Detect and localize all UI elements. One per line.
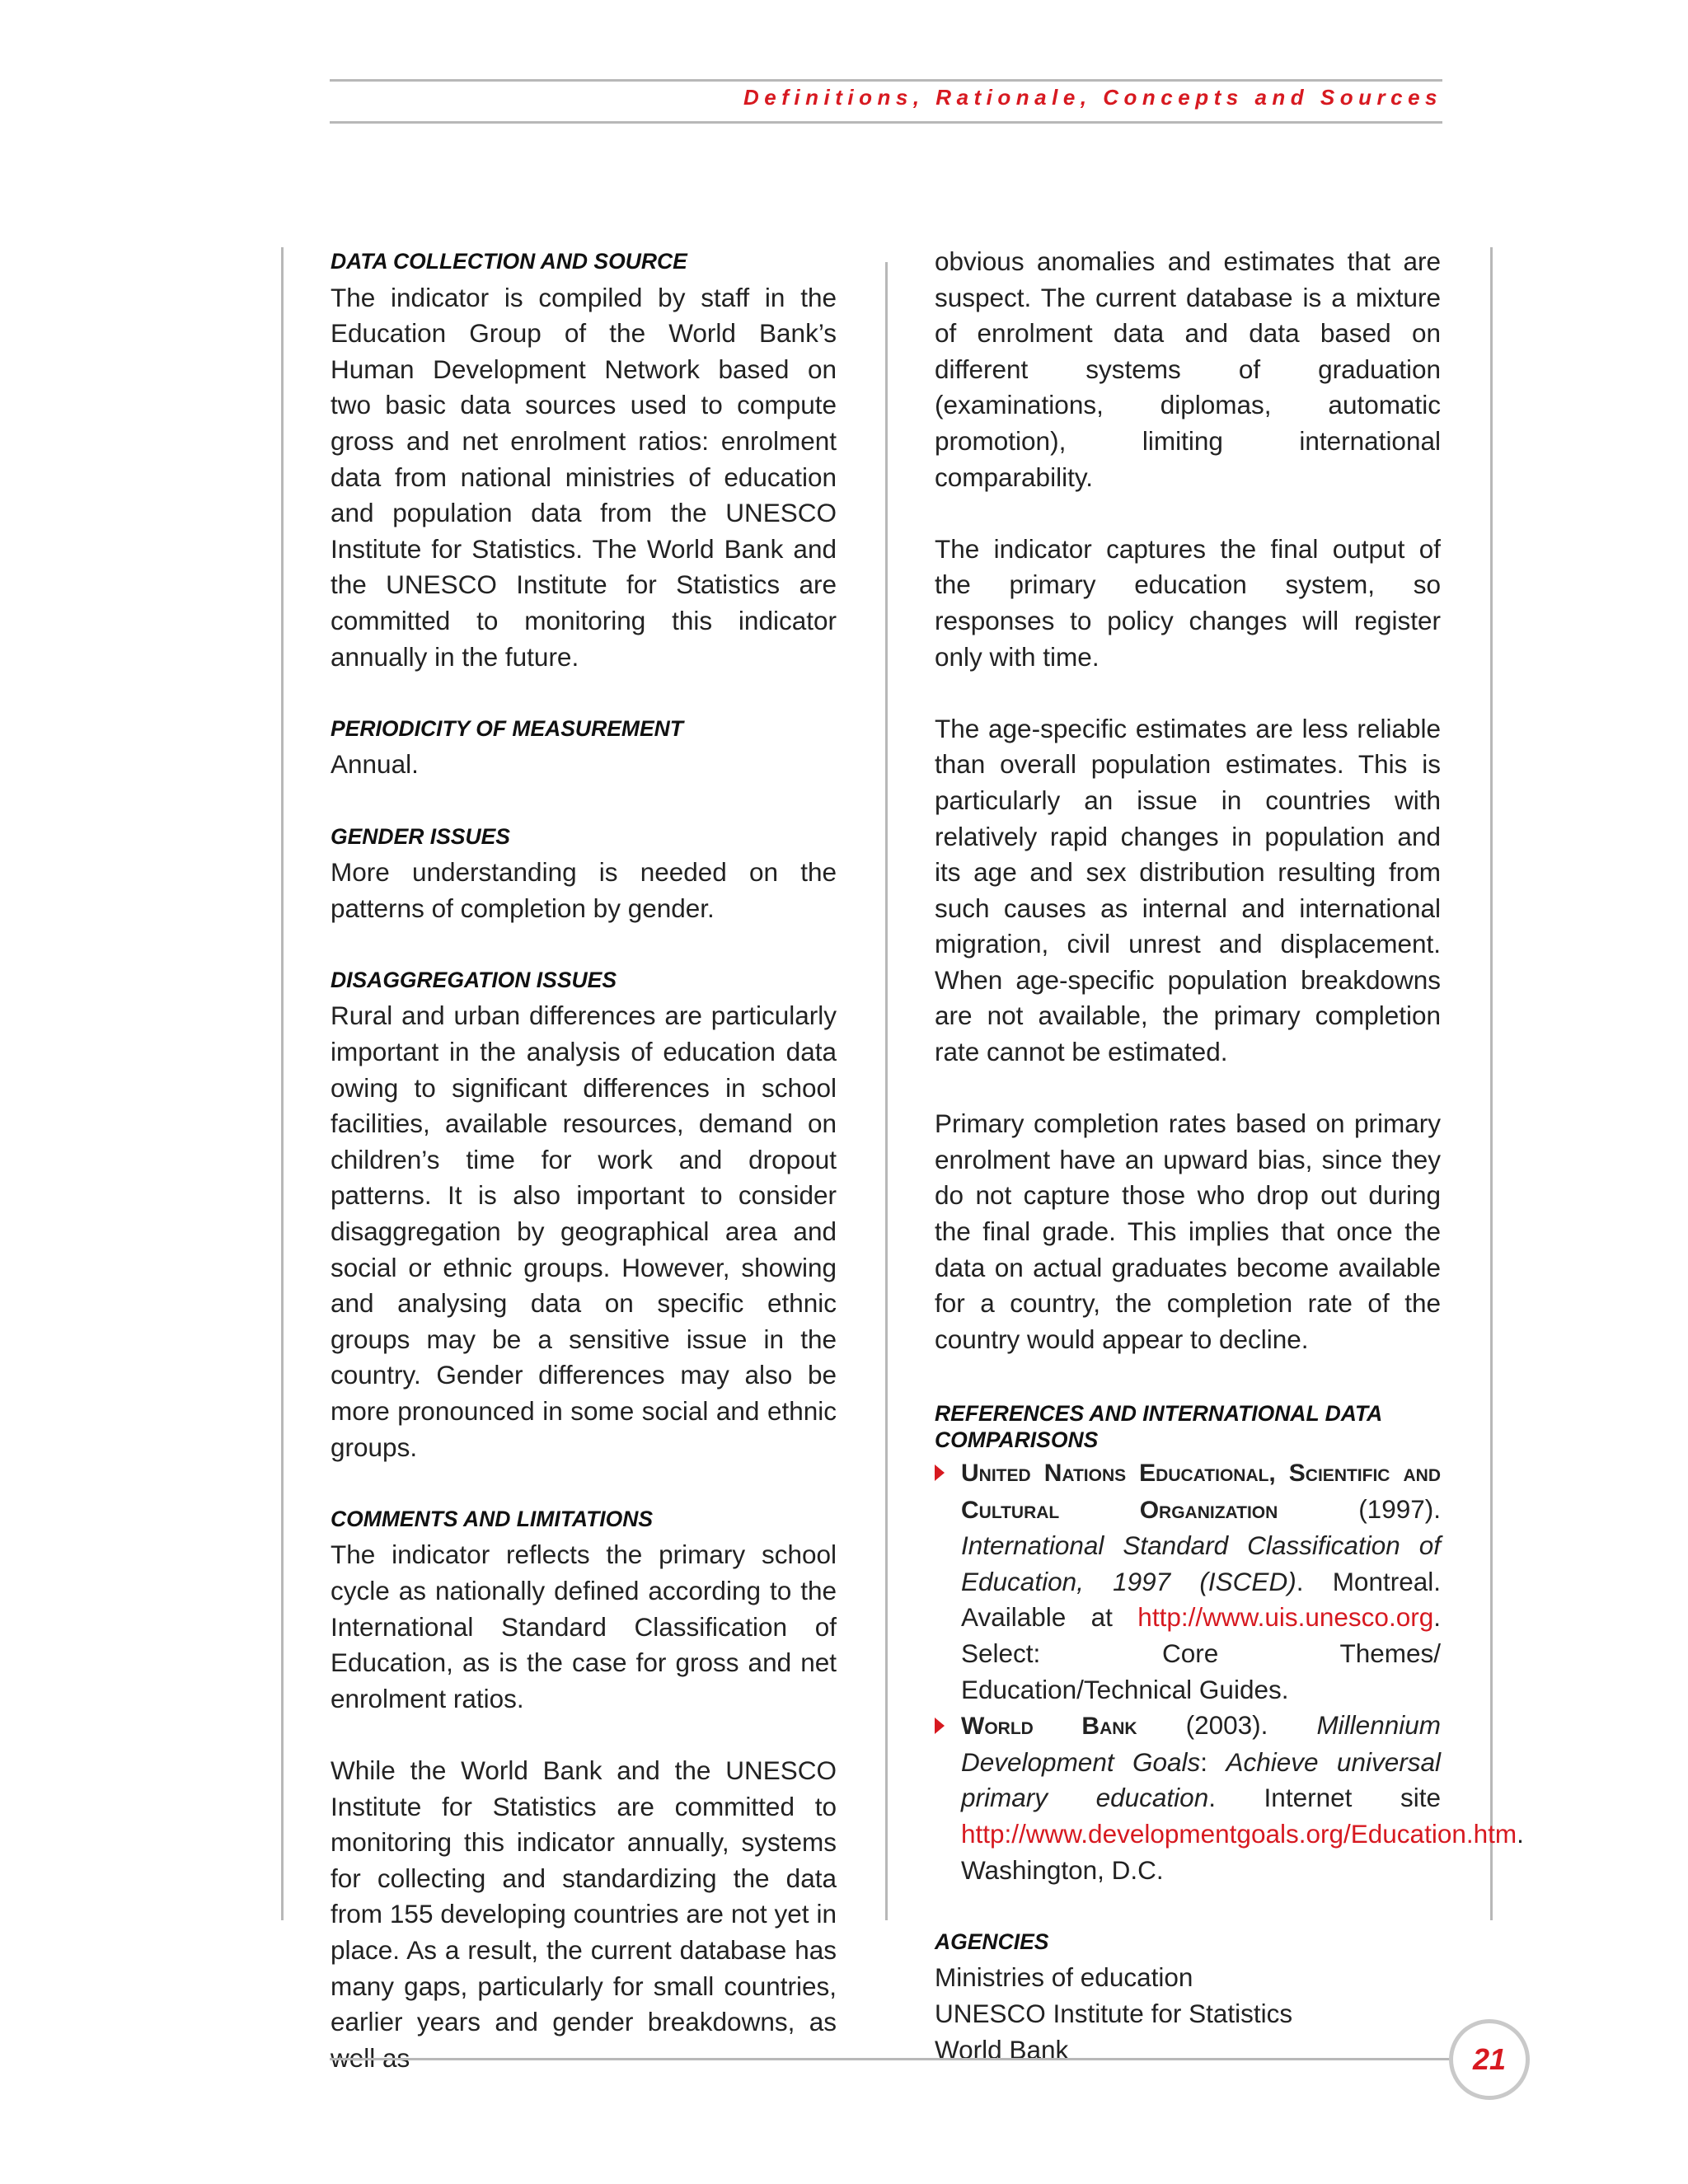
reference-title: Millennium Development Goals [961,1710,1441,1777]
heading-references: REFERENCES AND INTERNATIONAL DATA COMPARISONS [935,1401,1382,1452]
agency-item: Ministries of education [935,1962,1193,1993]
heading-data-collection: DATA COLLECTION AND SOURCE [331,249,687,274]
reference-title: International Standard Classification of Education, 1997 (ISCED) [961,1530,1441,1596]
agency-item: UNESCO Institute for Statistics [935,1998,1293,2028]
reference-item-world-bank [935,1708,1524,1888]
continuation-paragraph: obvious anomalies and estimates that are suspect. The current database is a mixture of enrolment data and data based on different systems of graduation (examinations, diplomas, automatic promotion), limiting international comparability. [935,246,1441,492]
periodicity-body: Annual. [331,749,419,780]
header-rule-bottom [330,121,1442,124]
disaggregation-body: Rural and urban differences are particularly important in the analysis of education data owing to significant differences in school facilities, available resources, demand on children’s time for work and dropout patterns. It is also important to consider disaggregation by geographical area and social or ethnic groups. However, showing and analysing data on specific ethnic groups may be a sensitive issue in the country. Gender differences may also be more pronounced in some social and ethnic groups. [331,1001,837,1462]
age-estimates-paragraph: The age-specific estimates are less reliable than overall population estimates. This is particularly an issue in countries with relatively rapid changes in population and its age and sex distribution resulting from such causes as internal and international migration, civil unrest and displacement. When age-specific population breakdowns are not available, the primary completion rate cannot be estimated. [935,713,1441,1067]
reference-year: (2003). [1137,1710,1317,1741]
reference-item-unesco [935,1455,1441,1708]
reference-mid: . Montreal. Available at [961,1566,1441,1633]
running-head: Definitions, Rationale, Concepts and Sources [743,85,1442,110]
triangle-bullet-icon [935,1465,945,1481]
footer-rule [330,2058,1452,2060]
data-collection-body: The indicator is compiled by staff in the Education Group of the World Bank’s Human Development Network based on two basic data sources used to compute gross and net enrolment ratios: enrolment data from national ministries of education and population data from the UNESCO Institute for Statistics. The World Bank and the UNESCO Institute for Statistics are committed to monitoring this indicator annually in the future. [331,282,837,672]
reference-link[interactable]: http://www.uis.unesco.org [1137,1602,1434,1633]
reference-author: United Nations Educational, Scientific and Cultural Organization [961,1460,1441,1524]
left-margin-rule [281,247,284,1920]
reference-subtitle: Achieve universal primary education [961,1746,1441,1813]
reference-link[interactable]: http://www.developmentgoals.org/Education.htm [961,1818,1517,1849]
gender-body: More understanding is needed on the patterns of completion by gender. [331,857,837,923]
reference-author: World Bank [961,1713,1137,1741]
reference-tail: . Washington, D.C. [961,1818,1524,1885]
triangle-bullet-icon [935,1718,945,1734]
comments-body-2: While the World Bank and the UNESCO Institute for Statistics are committed to monitoring this indicator annually, systems for collecting and standardizing the data from 155 developing countries are not yet in place. As a result, the current database has many gaps, particularly for small countries, earlier years and gender breakdowns, as well as [331,1755,837,2073]
section-data-collection [331,244,837,675]
section-disaggregation [331,963,837,1465]
reference-year: (1997). [1278,1493,1441,1524]
section-agencies [935,1924,1441,2068]
reference-mid: . Internet site [1208,1783,1441,1813]
section-periodicity [331,711,837,783]
agency-item: World Bank [935,2034,1069,2064]
bias-paragraph: Primary completion rates based on primary enrolment have an upward bias, since they do not capture those who drop out during the final grade. This implies that once the data on actual graduates become available for a country, the completion rate of the country would appear to decline. [935,1108,1441,1354]
column-divider-rule [885,262,888,1920]
heading-periodicity: PERIODICITY OF MEASUREMENT [331,715,683,741]
output-paragraph: The indicator captures the final output of the primary education system, so responses to policy changes will register only with time. [935,533,1441,672]
header-rule-top [330,79,1442,82]
heading-agencies: AGENCIES [935,1929,1049,1954]
heading-comments: COMMENTS AND LIMITATIONS [331,1506,654,1531]
page-number-badge [1449,2019,1530,2100]
page-number: 21 [1472,2042,1507,2076]
references-list [935,1455,1524,1888]
section-gender [331,819,837,927]
heading-gender: GENDER ISSUES [331,823,510,849]
section-references [935,1394,1524,1888]
comments-body-1: The indicator reflects the primary school cycle as nationally defined according to the International Standard Classification of Education, as is the case for gross and net enrolment ratios. [331,1540,837,1713]
reference-title-separator: : [1200,1746,1226,1777]
heading-disaggregation: DISAGGREGATION ISSUES [331,967,617,992]
right-margin-rule [1490,247,1493,1920]
left-column [331,244,837,2112]
reference-tail: . Select: Core Themes/ Education/Technical Guides. [961,1602,1441,1704]
section-comments [331,1502,837,1718]
